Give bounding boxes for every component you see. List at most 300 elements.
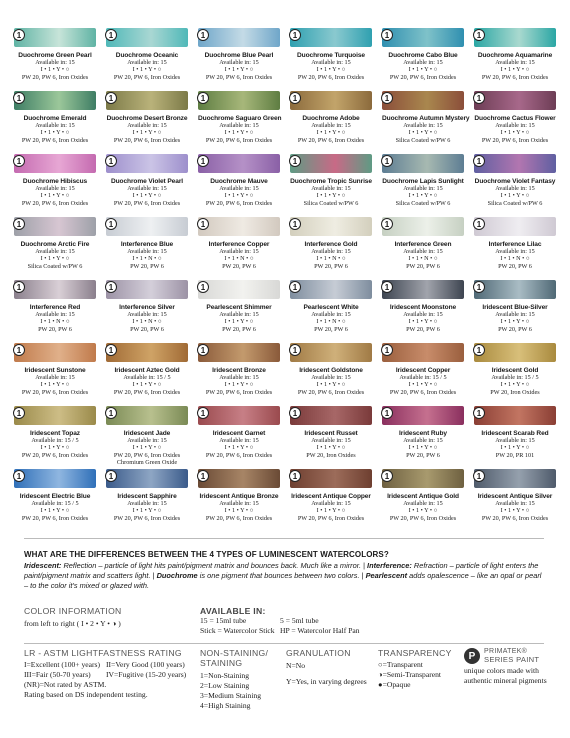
color-swatch (198, 280, 280, 299)
color-swatch (14, 280, 96, 299)
color-detail-line: PW 20, PW 6, Iron Oxides (113, 388, 181, 396)
series-badge: 1 (197, 29, 209, 41)
color-detail-line: I • 1 • Y • ○ (224, 507, 254, 515)
color-swatch-card (198, 217, 280, 280)
color-swatch (106, 91, 188, 110)
color-swatch-card (382, 280, 464, 343)
color-detail-line: Silica Coated w/PW 6 (27, 262, 83, 270)
color-swatch-card (198, 28, 280, 91)
info-description: Iridescent: Reflection – particle of light hits paint/pigment matrix and bounces back. Much like a mirror. | Interference: Refraction – particle of light enters the paint/pigment matrix and scatters light. | Duochrome is one pigment that bounces between two colors. | Pearlescent adds opalescence – like an opal or pearl – to the color it's mixed or glazed with. (24, 561, 542, 590)
color-detail-line: I • 1 • Y • ○ (224, 318, 254, 326)
color-detail-line: PW 20, PW 6, Iron Oxides (113, 73, 181, 81)
color-swatch (474, 91, 556, 110)
series-badge: 1 (381, 344, 393, 356)
color-detail-line: Available in: 15 (35, 122, 75, 129)
color-detail-line: I • 1 • Y • ○ (40, 255, 70, 263)
color-detail-line: PW 20, PW 6 (130, 262, 164, 270)
color-detail-line: Available in: 15 / 5 (399, 374, 447, 381)
transparency-block: TRANSPARENCY ○=Transparent ◑=Semi-Transparent ●=Opaque (378, 648, 468, 690)
color-detail-line: Available in: 15 (403, 122, 443, 129)
series-badge: 1 (473, 407, 485, 419)
series-badge: 1 (13, 92, 25, 104)
color-swatch-card (290, 28, 372, 91)
color-swatch (106, 217, 188, 236)
color-swatch (106, 343, 188, 362)
granulation-title: GRANULATION (286, 648, 351, 658)
swatch-row (14, 280, 556, 343)
color-detail-line: I • 1 • Y • ○ (500, 66, 530, 74)
color-detail-line: PW 20, PW 6 (130, 325, 164, 333)
color-name: Duochrome Green Pearl (18, 52, 92, 59)
color-detail-line: I • 1 • Y • ○ (408, 129, 438, 137)
color-swatch-card (382, 217, 464, 280)
color-swatch-card (474, 469, 556, 532)
series-badge: 1 (13, 344, 25, 356)
color-swatch-card (106, 280, 188, 343)
color-detail-line: Available in: 15 (311, 374, 351, 381)
color-detail-line: Available in: 15 (495, 311, 535, 318)
color-detail-line: PW 20, PW 6, Iron Oxides (481, 514, 549, 522)
color-swatch-card (474, 154, 556, 217)
color-swatch-card (14, 280, 96, 343)
color-detail-line: Available in: 15 (311, 185, 351, 192)
color-swatch-card (106, 406, 188, 469)
color-name: Iridescent Ruby (399, 430, 447, 437)
color-name: Duochrome Blue Pearl (204, 52, 274, 59)
color-detail-line: PW 20, PW 6, Iron Oxides (389, 388, 457, 396)
color-name: Pearlescent Shimmer (206, 304, 272, 311)
color-detail-line: I • 1 • Y • ○ (500, 507, 530, 515)
series-badge: 1 (381, 155, 393, 167)
info-heading: WHAT ARE THE DIFFERENCES BETWEEN THE 4 TYPES OF LUMINESCENT WATERCOLORS? (24, 550, 389, 559)
color-swatch-card (106, 154, 188, 217)
series-badge: 1 (13, 218, 25, 230)
color-swatch (198, 154, 280, 173)
color-swatch (14, 469, 96, 488)
color-detail-line: Silica Coated w/PW 6 (395, 136, 451, 144)
color-detail-line: PW 20, PW 6, Iron Oxides (297, 73, 365, 81)
color-detail-line: I • 1 • Y • ○ (500, 129, 530, 137)
color-name: Duochrome Adobe (302, 115, 360, 122)
color-detail-line: I • 1 • Y • ○ (316, 381, 346, 389)
color-swatch (474, 343, 556, 362)
color-detail-line: Available in: 15 (219, 122, 259, 129)
color-detail-line: PW 20, PW 6, Iron Oxides (205, 388, 273, 396)
series-badge: 1 (105, 92, 117, 104)
color-detail-line: PW 20, PW 6, Iron Oxides (21, 451, 89, 459)
color-detail-line: I • 1 • Y • ○ (316, 444, 346, 452)
color-detail-line: PW 20, PW 6, Iron Oxides (113, 136, 181, 144)
color-detail-line: Silica Coated w/PW 6 (303, 199, 359, 207)
color-name: Iridescent Sapphire (117, 493, 177, 500)
series-badge: 1 (105, 344, 117, 356)
color-name: Duochrome Turquoise (297, 52, 365, 59)
color-detail-line: I • 1 • Y • ○ (132, 507, 162, 515)
series-badge: 1 (289, 92, 301, 104)
color-name: Iridescent Bronze (212, 367, 266, 374)
series-badge: 1 (105, 218, 117, 230)
series-badge: 1 (289, 155, 301, 167)
series-badge: 1 (13, 281, 25, 293)
color-detail-line: Available in: 15 (219, 437, 259, 444)
color-detail-line: I • 1 • Y • ○ (224, 129, 254, 137)
color-detail-line: I • 1 • Y • ○ (500, 381, 530, 389)
color-swatch-card (474, 217, 556, 280)
color-detail-line: Available in: 15 (127, 311, 167, 318)
color-detail-line: Available in: 15 (219, 185, 259, 192)
color-detail-line: Available in: 15 (127, 437, 167, 444)
color-name: Iridescent Gold (491, 367, 539, 374)
color-swatch-card (14, 406, 96, 469)
available-title: AVAILABLE IN: (200, 606, 266, 616)
color-name: Iridescent Blue-Silver (482, 304, 548, 311)
divider (24, 643, 544, 644)
color-name: Interference Red (29, 304, 81, 311)
color-swatch (382, 91, 464, 110)
color-name: Iridescent Copper (395, 367, 451, 374)
color-detail-line: Available in: 15 (127, 185, 167, 192)
color-detail-line: PW 20, PW 6, Iron Oxides (205, 136, 273, 144)
color-detail-line: Available in: 15 (311, 500, 351, 507)
color-swatch (290, 406, 372, 425)
color-detail-line: I • 1 • N • ○ (132, 318, 162, 326)
color-swatch (290, 469, 372, 488)
series-badge: 1 (105, 407, 117, 419)
color-swatch (106, 469, 188, 488)
color-detail-line: Available in: 15 (403, 248, 443, 255)
color-detail-line: I • 1 • N • ○ (224, 255, 254, 263)
color-swatch (290, 91, 372, 110)
color-detail-line: I • 1 • Y • ○ (224, 444, 254, 452)
color-detail-line: PW 20, PW 6 (498, 262, 532, 270)
color-detail-line: PW 20, PW 6 (222, 325, 256, 333)
color-swatch (106, 406, 188, 425)
series-badge: 1 (197, 92, 209, 104)
color-detail-line: I • 1 • Y • ○ (408, 507, 438, 515)
color-detail-line: Available in: 15 (35, 185, 75, 192)
color-swatch-card (198, 91, 280, 154)
color-name: Duochrome Aquamarine (477, 52, 553, 59)
color-detail-line: PW 20, PW 6 (314, 325, 348, 333)
color-detail-line: I • 1 • Y • ○ (316, 507, 346, 515)
color-detail-line: PW 20, PR 101 (495, 451, 535, 459)
luminescent-info-section (24, 550, 544, 591)
series-badge: 1 (381, 407, 393, 419)
divider (24, 538, 544, 539)
color-detail-line: PW 20, Iron Oxides (306, 451, 356, 459)
granulation-block: GRANULATION N=No Y=Yes, in varying degrees (286, 648, 386, 687)
color-detail-line: I • 1 • Y • ○ (40, 444, 70, 452)
series-badge: 1 (105, 155, 117, 167)
color-swatch (198, 28, 280, 47)
color-swatch-card (198, 154, 280, 217)
series-badge: 1 (13, 29, 25, 41)
color-swatch-card (106, 91, 188, 154)
color-detail-line: Available in: 15 / 5 (123, 374, 171, 381)
color-detail-line: I • 1 • Y • ○ (40, 129, 70, 137)
color-name: Iridescent Antique Silver (477, 493, 553, 500)
series-badge: 1 (473, 344, 485, 356)
color-detail-line: Available in: 15 (495, 59, 535, 66)
color-swatch (290, 280, 372, 299)
color-name: Duochrome Emerald (23, 115, 87, 122)
series-badge: 1 (197, 218, 209, 230)
color-detail-line: I • 1 • Y • ○ (408, 444, 438, 452)
color-detail-line: PW 20, PW 6 (406, 451, 440, 459)
color-detail-line: I • 1 • N • ○ (408, 255, 438, 263)
primatek-block: P PRIMATEK® SERIES PAINT unique colors made with authentic mineral pigments (464, 648, 547, 685)
color-swatch-card (106, 28, 188, 91)
color-name: Iridescent Moonstone (389, 304, 457, 311)
color-detail-line: PW 20, PW 6, Iron Oxides (205, 73, 273, 81)
color-detail-line: PW 20, Iron Oxides (490, 388, 540, 396)
color-name: Iridescent Antique Gold (387, 493, 459, 500)
color-swatch (474, 154, 556, 173)
color-detail-line: Available in: 15 (127, 248, 167, 255)
color-detail-line: PW 20, PW 6 (314, 262, 348, 270)
color-detail-line: I • 1 • Y • ○ (40, 66, 70, 74)
series-badge: 1 (289, 344, 301, 356)
color-swatch-card (14, 469, 96, 532)
color-name: Duochrome Oceanic (115, 52, 179, 59)
color-detail-line: I • 1 • Y • ○ (408, 318, 438, 326)
color-name: Iridescent Aztec Gold (114, 367, 180, 374)
color-swatch (14, 154, 96, 173)
color-detail-line: I • 1 • Y • ○ (224, 66, 254, 74)
swatch-row (14, 217, 556, 280)
color-detail-line: Available in: 15 (403, 437, 443, 444)
color-swatch (290, 154, 372, 173)
color-detail-line: PW 20, PW 6, Iron Oxides (389, 514, 457, 522)
series-badge: 1 (289, 470, 301, 482)
color-swatch-card (290, 217, 372, 280)
color-detail-line: Available in: 15 (35, 311, 75, 318)
color-detail-line: PW 20, PW 6 (38, 325, 72, 333)
color-name: Iridescent Topaz (30, 430, 80, 437)
color-swatch-card (290, 343, 372, 406)
color-name: Iridescent Antique Bronze (199, 493, 279, 500)
series-badge: 1 (473, 218, 485, 230)
color-swatch (290, 28, 372, 47)
color-detail-line: I • 1 • Y • ○ (316, 129, 346, 137)
color-detail-line: PW 20, PW 6 (406, 262, 440, 270)
lightfastness-title: LR - ASTM LIGHTFASTNESS RATING (24, 648, 182, 658)
color-swatch-card (382, 28, 464, 91)
color-swatch (198, 343, 280, 362)
color-swatch (290, 343, 372, 362)
series-badge: 1 (473, 281, 485, 293)
color-swatch (382, 280, 464, 299)
color-detail-line: Available in: 15 / 5 (31, 500, 79, 507)
color-swatch-card (290, 91, 372, 154)
color-swatch-card (474, 91, 556, 154)
color-name: Duochrome Hibiscus (22, 178, 88, 185)
color-detail-line: Available in: 15 (403, 59, 443, 66)
color-detail-line: I • 1 • N • ○ (132, 255, 162, 263)
color-info-block (24, 606, 174, 629)
color-detail-line: Available in: 15 (219, 500, 259, 507)
color-detail-line: I • 1 • N • ○ (40, 318, 70, 326)
color-swatch-card (382, 154, 464, 217)
color-name: Interference Silver (119, 304, 175, 311)
color-detail-line: Available in: 15 (495, 122, 535, 129)
series-badge: 1 (105, 29, 117, 41)
color-detail-line: I • 1 • Y • ○ (500, 444, 530, 452)
color-name: Duochrome Violet Fantasy (474, 178, 556, 185)
color-swatch (106, 280, 188, 299)
color-detail-line: Available in: 15 (495, 437, 535, 444)
series-badge: 1 (13, 470, 25, 482)
color-detail-line: PW 20, PW 6, Iron Oxides (481, 136, 549, 144)
color-detail-line: PW 20, PW 6, Iron Oxides (205, 199, 273, 207)
color-detail-line: PW 20, PW 6, Iron Oxides (21, 73, 89, 81)
series-badge: 1 (105, 470, 117, 482)
series-badge: 1 (381, 470, 393, 482)
color-name: Duochrome Autumn Mystery (382, 115, 470, 122)
color-detail-line: Available in: 15 (35, 59, 75, 66)
color-swatch-card (382, 343, 464, 406)
color-swatch (474, 406, 556, 425)
color-swatch (382, 217, 464, 236)
color-detail-line: I • 1 • Y • ○ (408, 381, 438, 389)
color-detail-line: PW 20, PW 6, Iron Oxides (21, 388, 89, 396)
color-name: Iridescent Electric Blue (19, 493, 91, 500)
color-detail-line: Available in: 15 (403, 500, 443, 507)
color-swatch (382, 28, 464, 47)
series-badge: 1 (473, 29, 485, 41)
color-swatch-card (106, 217, 188, 280)
color-detail-line: PW 20, PW 6, Iron Oxides (297, 388, 365, 396)
color-detail-line: Available in: 15 (311, 59, 351, 66)
color-detail-line: Available in: 15 / 5 (491, 374, 539, 381)
transparency-title: TRANSPARENCY (378, 648, 452, 658)
color-swatch-card (106, 469, 188, 532)
color-swatch (382, 154, 464, 173)
color-detail-line: Silica Coated w/PW 6 (487, 199, 543, 207)
color-swatch-card (382, 469, 464, 532)
color-swatch-card (290, 280, 372, 343)
color-name: Duochrome Tropic Sunrise (290, 178, 372, 185)
color-name: Interference Gold (304, 241, 358, 248)
series-badge: 1 (197, 155, 209, 167)
color-swatch-card (198, 343, 280, 406)
color-detail-line: I • 1 • Y • ○ (500, 192, 530, 200)
available-halfpan: HP = Watercolor Half Pan (280, 626, 360, 635)
color-swatch-card (198, 469, 280, 532)
color-name: Interference Green (394, 241, 452, 248)
available-stick: Stick = Watercolor Stick (200, 626, 275, 635)
color-name: Pearlescent White (303, 304, 359, 311)
series-badge: 1 (473, 470, 485, 482)
color-swatch (474, 469, 556, 488)
color-detail-line: I • 1 • Y • ○ (408, 66, 438, 74)
color-swatch (14, 28, 96, 47)
color-detail-line: PW 20, PW 6 (498, 325, 532, 333)
color-name: Duochrome Desert Bronze (106, 115, 188, 122)
color-detail-line: I • 1 • Y • ○ (132, 192, 162, 200)
color-swatch-card (474, 406, 556, 469)
available-5ml: 5 = 5ml tube (280, 616, 319, 625)
color-name: Interference Lilac (488, 241, 542, 248)
color-detail-line: Available in: 15 (311, 248, 351, 255)
series-badge: 1 (197, 407, 209, 419)
color-swatch (14, 217, 96, 236)
color-detail-line: Available in: 15 (311, 122, 351, 129)
color-detail-line: PW 20, PW 6 (406, 325, 440, 333)
color-detail-line: PW 20, PW 6, Iron Oxides (21, 514, 89, 522)
color-swatch-card (474, 280, 556, 343)
color-detail-line: Available in: 15 (219, 248, 259, 255)
color-detail-line: PW 20, PW 6, Iron Oxides (113, 199, 181, 207)
swatch-row (14, 28, 556, 91)
series-badge: 1 (197, 470, 209, 482)
color-swatch-card (14, 28, 96, 91)
color-swatch-card (382, 91, 470, 154)
color-swatch-card (290, 154, 372, 217)
color-swatch (382, 469, 464, 488)
color-name: Duochrome Cactus Flower (474, 115, 556, 122)
color-detail-line: Available in: 15 / 5 (31, 437, 79, 444)
color-name: Iridescent Goldstone (299, 367, 363, 374)
color-swatch-card (198, 280, 280, 343)
color-detail-line: Available in: 15 (35, 374, 75, 381)
swatch-row (14, 469, 556, 532)
swatch-row (14, 406, 556, 469)
staining-title: NON-STAINING/ (200, 648, 269, 658)
series-badge: 1 (197, 344, 209, 356)
color-detail-line: Available in: 15 (35, 248, 75, 255)
color-name: Iridescent Russet (304, 430, 358, 437)
color-swatch (290, 217, 372, 236)
color-detail-line: I • 1 • Y • ○ (132, 129, 162, 137)
color-name: Iridescent Garnet (212, 430, 266, 437)
color-name: Iridescent Sunstone (24, 367, 86, 374)
series-badge: 1 (381, 92, 393, 104)
color-swatch (106, 28, 188, 47)
color-swatch (14, 406, 96, 425)
color-swatch (198, 469, 280, 488)
color-detail-line: I • 1 • N • ○ (316, 318, 346, 326)
color-detail-line: PW 20, PW 6, Iron Oxides (113, 451, 181, 459)
series-badge: 1 (381, 218, 393, 230)
color-detail-line: Available in: 15 (495, 248, 535, 255)
color-detail-line: Available in: 15 (127, 122, 167, 129)
color-detail-line: Available in: 15 (495, 500, 535, 507)
color-swatch-card (474, 28, 556, 91)
color-detail-line: I • 1 • Y • ○ (316, 66, 346, 74)
color-name: Interference Blue (120, 241, 174, 248)
swatch-row (14, 91, 556, 154)
color-detail-line: Available in: 15 (127, 500, 167, 507)
primatek-logo: P (464, 648, 480, 664)
color-detail-line: PW 20, PW 6, Iron Oxides (21, 199, 89, 207)
color-swatch-card (14, 154, 96, 217)
color-swatch-card (106, 343, 188, 406)
color-detail-line: I • 1 • Y • ○ (224, 381, 254, 389)
color-detail-line: Available in: 15 (219, 59, 259, 66)
color-name: Iridescent Scarab Red (481, 430, 549, 437)
color-detail-line: Silica Coated w/PW 6 (395, 199, 451, 207)
color-swatch-card (198, 406, 280, 469)
series-badge: 1 (289, 218, 301, 230)
primatek-title: PRIMATEK® (484, 648, 528, 655)
color-swatch (474, 280, 556, 299)
color-swatch-card (14, 91, 96, 154)
color-swatch-card (382, 406, 464, 469)
color-detail-line: Available in: 15 (311, 437, 351, 444)
series-badge: 1 (13, 155, 25, 167)
series-badge: 1 (473, 92, 485, 104)
